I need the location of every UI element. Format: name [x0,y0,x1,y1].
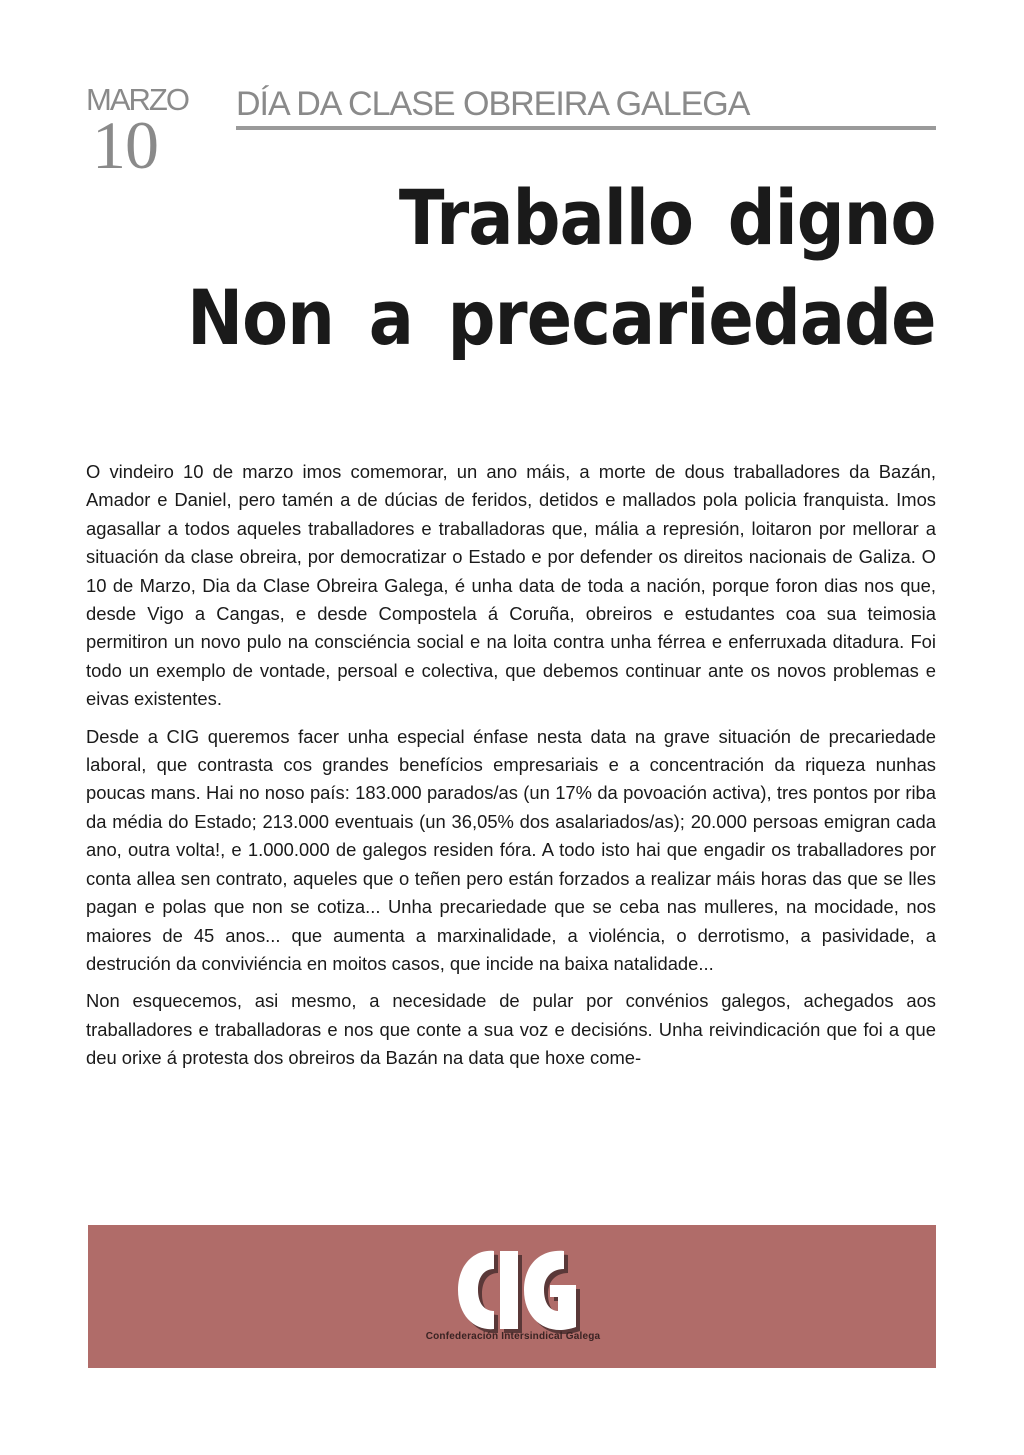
date-month: MARZO [86,82,188,117]
footer-band [88,1225,936,1368]
headline [85,168,936,368]
body-paragraph-1: O vindeiro 10 de marzo imos comemorar, un ano máis, a morte de dous traballadores da Bazán, Amador e Daniel, pero tamén a de dúcias de feridos, detidos e mallados pola policia franquista. Imos agasallar a todos aqueles traballadores e traballadoras que, mália a represión, loitaron por mellorar a situación da clase obreira, por democratizar o Estado e por defender os direitos nacionais de Galiza. O 10 de Marzo, Dia da Clase Obreira Galega, é unha data de toda a nación, porque foron dias nos que, desde Vigo a Cangas, e desde Compostela á Coruña, obreiros e estudantes coa sua teimosia permitiron un novo pulo na consciéncia social e na loita contra unha férrea e enferruxada ditadura. Foi todo un exemplo de vontade, persoal e colectiva, que debemos continuar ante os novos problemas e eivas existentes. [86,461,936,710]
cig-logo [418,1245,608,1355]
logo-caption: Confederación Intersindical Galega [425,1331,601,1342]
header-title: DÍA DA CLASE OBREIRA GALEGA [236,85,750,123]
date-day: 10 [92,107,158,183]
body-paragraph-3: Non esquecemos, asi mesmo, a necesidade de pular por convénios galegos, achegados aos traballadores e traballadoras e nos que conte a sua voz e decisións. Unha reivindicación que foi a que deu orixe á protesta dos obreiros da Bazán na data que hoxe come- [86,990,936,1069]
body-clip [86,458,936,1191]
header-divider [236,126,936,130]
date-block [86,82,206,183]
body-text [86,458,936,1191]
headline-line-2: Non a precariedade [187,273,936,362]
headline-line-1: Traballo digno [399,173,937,262]
body-paragraph-2: Desde a CIG queremos facer unha especial énfase nesta data na grave situación de precariedade laboral, que contrasta cos grandes benefícios empresariais e a concentración da riqueza nunhas poucas mans. Hai no noso país: 183.000 parados/as (un 17% da povoación activa), tres pontos por riba da média do Estado; 213.000 eventuais (un 36,05% dos asalariados/as); 20.000 persoas emigran cada ano, outra volta!, e 1.000.000 de galegos residen fóra. A todo isto hai que engadir os traballadores por conta allea sen contrato, aqueles que o teñen pero están forzados a realizar máis horas das que se lles pagan e polas que non se cotiza... Unha precariedade que se ceba nas mulleres, na mocidade, nos maiores de 45 anos... que aumenta a marxinalidade, a violéncia, o derrotismo, a pasividade, a destrución da conviviéncia en moitos casos, que incide na baixa natalidade... [86,725,936,974]
cig-logo-mark [448,1245,588,1335]
